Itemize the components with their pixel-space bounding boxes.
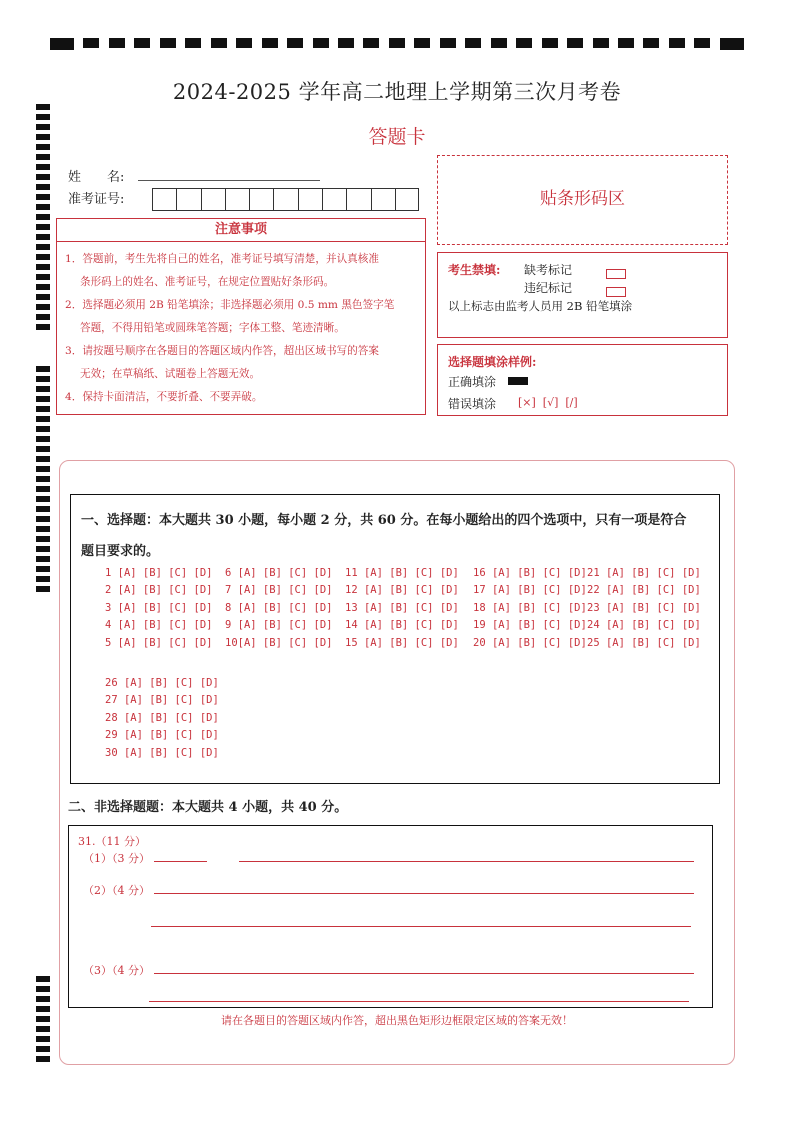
mcq-heading-line1: 一、选择题：本大题共 30 小题，每小题 2 分，共 60 分。在每小题给出的四个选项中，只有一项是符合 (81, 513, 687, 528)
mcq-column-6[interactable] (105, 677, 219, 764)
mcq-row[interactable]: 18 [A] [B] [C] [D] (473, 601, 587, 614)
fill-sample-box (437, 344, 728, 416)
mcq-row[interactable]: 17 [A] [B] [C] [D] (473, 584, 587, 597)
multiple-choice-section (70, 494, 720, 784)
q31-part1-blank[interactable] (154, 861, 207, 862)
q31-part3-label: （3）（4 分） (83, 964, 150, 977)
mcq-row[interactable]: 16 [A] [B] [C] [D] (473, 567, 587, 579)
mcq-row[interactable]: 3 [A] [B] [C] [D] (105, 601, 213, 614)
correct-fill-label: 正确填涂 (448, 375, 497, 389)
correct-fill-mark (508, 377, 528, 385)
top-timing-marks (50, 38, 744, 50)
footer-warning: 请在各题目的答题区域内作答，超出黑色矩形边框限定区域的答案无效！ (221, 1014, 573, 1027)
question-31-box (68, 825, 713, 1008)
notice-item: 无效；在草稿纸、试题卷上答题无效。 (80, 368, 261, 380)
q31-part2-line1[interactable] (154, 893, 694, 894)
wrong-fill-label: 错误填涂 (448, 397, 497, 411)
notice-item: 2．选择题必须用 2B 铅笔填涂；非选择题必须用 0.5 mm 黑色签字笔 (65, 299, 395, 311)
notice-item: 答题，不得用铅笔或圆珠笔答题；字体工整、笔迹清晰。 (80, 322, 345, 334)
notice-box (56, 218, 426, 415)
mcq-row[interactable]: 6 [A] [B] [C] [D] (225, 567, 333, 579)
mcq-row[interactable]: 10[A] [B] [C] [D] (225, 636, 333, 649)
notice-item: 4．保持卡面清洁，不要折叠、不要弄破。 (65, 391, 263, 403)
mcq-row[interactable]: 19 [A] [B] [C] [D] (473, 619, 587, 632)
notice-item: 3．请按题号顺序在各题目的答题区域内作答，超出区域书写的答案 (65, 345, 379, 357)
answer-sheet-label: 答题卡 (368, 126, 426, 148)
mcq-row[interactable]: 9 [A] [B] [C] [D] (225, 619, 333, 632)
mcq-row[interactable]: 29 [A] [B] [C] [D] (105, 729, 219, 742)
absent-mark-box[interactable] (606, 263, 626, 282)
ticket-number-boxes[interactable] (152, 188, 419, 211)
notice-item: 条形码上的姓名、准考证号，在规定位置贴好条形码。 (80, 276, 335, 288)
mcq-row[interactable]: 14 [A] [B] [C] [D] (345, 619, 459, 632)
mcq-row[interactable]: 4 [A] [B] [C] [D] (105, 619, 213, 632)
mcq-row[interactable]: 27 [A] [B] [C] [D] (105, 694, 219, 707)
mcq-row[interactable]: 2 [A] [B] [C] [D] (105, 584, 213, 597)
q31-part2-label: （2）（4 分） (83, 884, 150, 897)
mcq-column-4[interactable] (473, 567, 587, 654)
mcq-row[interactable]: 8 [A] [B] [C] [D] (225, 601, 333, 614)
q31-label: 31.（11 分） (78, 835, 146, 848)
mcq-row[interactable]: 22 [A] [B] [C] [D] (587, 584, 701, 597)
mcq-row[interactable]: 24 [A] [B] [C] [D] (587, 619, 701, 632)
notice-item: 1．答题前，考生先将自己的姓名，准考证号填写清楚，并认真核准 (65, 253, 379, 265)
mcq-row[interactable]: 11 [A] [B] [C] [D] (345, 567, 459, 579)
mcq-column-3[interactable] (345, 567, 459, 654)
mcq-row[interactable]: 12 [A] [B] [C] [D] (345, 584, 459, 597)
q31-part1-label: （1）（3 分） (83, 852, 150, 865)
mcq-column-5[interactable] (587, 567, 701, 654)
mcq-row[interactable]: 23 [A] [B] [C] [D] (587, 601, 701, 614)
exam-title: 2024-2025 学年高二地理上学期第三次月考卷 (172, 80, 622, 104)
mcq-row[interactable]: 15 [A] [B] [C] [D] (345, 636, 459, 649)
non-choice-heading: 二、非选择题题：本大题共 4 小题，共 40 分。 (68, 800, 348, 815)
examinee-forbidden-box (437, 252, 728, 338)
forbid-label: 考生禁填: (448, 263, 501, 277)
name-field[interactable] (138, 180, 320, 181)
q31-part1-line[interactable] (239, 861, 694, 862)
mcq-row[interactable]: 13 [A] [B] [C] [D] (345, 601, 459, 614)
q31-part3-line2[interactable] (149, 1001, 689, 1002)
q31-part3-line1[interactable] (154, 973, 694, 974)
mcq-column-2[interactable] (225, 567, 332, 654)
mcq-row[interactable]: 30 [A] [B] [C] [D] (105, 746, 219, 759)
mcq-row[interactable]: 7 [A] [B] [C] [D] (225, 584, 333, 597)
forbid-note: 以上标志由监考人员用 2B 铅笔填涂 (448, 299, 633, 313)
mcq-row[interactable]: 20 [A] [B] [C] [D] (473, 636, 587, 649)
mcq-row[interactable]: 1 [A] [B] [C] [D] (105, 567, 213, 579)
mcq-row[interactable]: 25 [A] [B] [C] [D] (587, 636, 701, 649)
barcode-area[interactable]: 贴条形码区 (437, 155, 728, 245)
left-timing-marks-middle (36, 366, 50, 596)
name-label: 姓 名: (68, 170, 125, 185)
mcq-heading (81, 505, 711, 567)
absent-mark-label: 缺考标记 (524, 263, 573, 277)
mcq-heading-line2: 题目要求的。 (81, 544, 160, 559)
wrong-fill-marks: [×] [√] [/] (518, 396, 578, 409)
notice-heading: 注意事项 (57, 219, 425, 242)
mcq-row[interactable]: 26 [A] [B] [C] [D] (105, 677, 219, 689)
mcq-row[interactable]: 5 [A] [B] [C] [D] (105, 636, 213, 649)
ticket-number-label: 准考证号: (68, 192, 125, 207)
mcq-row[interactable]: 28 [A] [B] [C] [D] (105, 711, 219, 724)
mcq-row[interactable]: 21 [A] [B] [C] [D] (587, 567, 701, 579)
mcq-column-1[interactable] (105, 567, 212, 654)
sample-heading: 选择题填涂样例: (448, 355, 537, 369)
q31-part2-line2[interactable] (151, 926, 691, 927)
violation-mark-label: 违纪标记 (524, 281, 573, 295)
